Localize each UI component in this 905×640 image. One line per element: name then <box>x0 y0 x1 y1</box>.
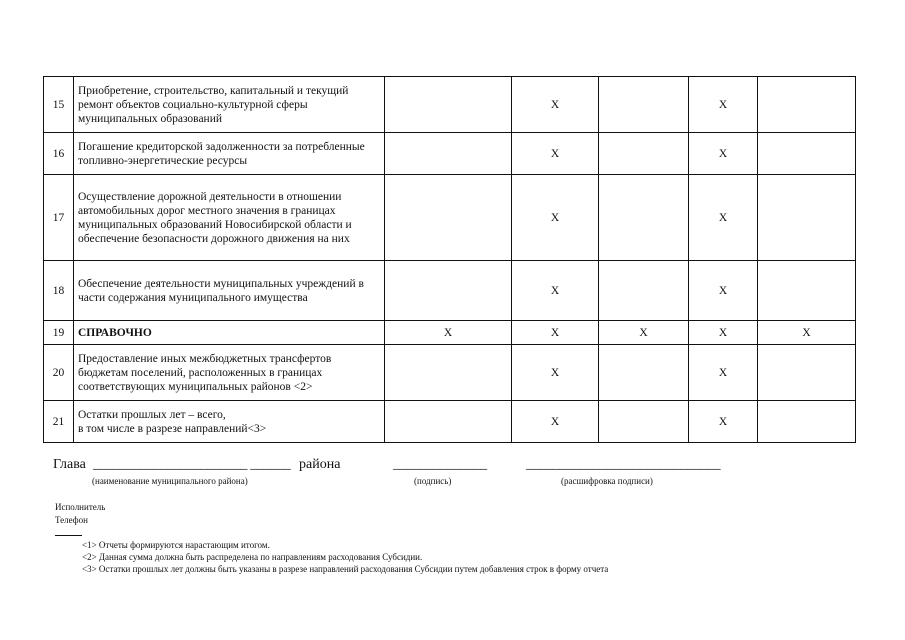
row-number: 20 <box>44 345 74 401</box>
footnote-3: <3> Остатки прошлых лет должны быть указаны в разрезе направлений расходования Субсидии путем добавления строк в форму отчета <box>82 564 609 574</box>
mark-cell <box>758 401 856 443</box>
table-row <box>44 133 856 175</box>
mark-cell: X <box>512 261 599 321</box>
mark-cell: X <box>758 321 856 345</box>
row-number: 15 <box>44 77 74 133</box>
row-description: Погашение кредиторской задолженности за потребленные топливно-энергетические ресурсы <box>74 133 385 175</box>
table-row <box>44 345 856 401</box>
row-description: Приобретение, строительство, капитальный и текущий ремонт объектов социально-культурной сферы муниципальных образований <box>74 77 385 133</box>
mark-cell: X <box>689 321 758 345</box>
mark-cell: X <box>512 133 599 175</box>
table-row <box>44 261 856 321</box>
mark-cell <box>385 175 512 261</box>
report-table <box>43 76 856 443</box>
table-row <box>44 175 856 261</box>
table-body <box>44 77 856 443</box>
caption-decode: (расшифровка подписи) <box>561 476 653 486</box>
mark-cell <box>758 261 856 321</box>
executor-label: Исполнитель <box>55 502 106 512</box>
mark-cell <box>385 77 512 133</box>
mark-cell: X <box>512 401 599 443</box>
rayona-label: района <box>299 457 341 472</box>
row-number: 17 <box>44 175 74 261</box>
mark-cell <box>758 133 856 175</box>
mark-cell: X <box>689 175 758 261</box>
mark-cell <box>599 77 689 133</box>
footnote-divider <box>55 535 82 536</box>
row-description: Предоставление иных межбюджетных трансфертов бюджетам поселений, расположенных в границах соответствующих муниципальных районов <2> <box>74 345 385 401</box>
table-row <box>44 77 856 133</box>
mark-cell <box>758 175 856 261</box>
mark-cell: X <box>512 175 599 261</box>
footnote-2: <2> Данная сумма должна быть распределена по направлениям расходования Субсидии. <box>82 552 423 562</box>
signature-blank: ______________ <box>393 457 487 472</box>
mark-cell <box>758 345 856 401</box>
phone-label: Телефон <box>55 515 88 525</box>
row-number: 21 <box>44 401 74 443</box>
mark-cell: X <box>689 133 758 175</box>
glava-label: Глава <box>53 457 86 472</box>
mark-cell <box>385 261 512 321</box>
row-description: Обеспечение деятельности муниципальных учреждений в части содержания муниципального имущества <box>74 261 385 321</box>
mark-cell <box>599 261 689 321</box>
mark-cell: X <box>512 77 599 133</box>
footnote-1: <1> Отчеты формируются нарастающим итогом. <box>82 540 270 550</box>
table-row <box>44 401 856 443</box>
row-number: 19 <box>44 321 74 345</box>
decode-blank: _____________________________ <box>526 457 721 472</box>
caption-district: (наименование муниципального района) <box>92 476 248 486</box>
mark-cell <box>385 133 512 175</box>
mark-cell <box>599 133 689 175</box>
row-description: СПРАВОЧНО <box>74 321 385 345</box>
mark-cell: X <box>689 401 758 443</box>
mark-cell <box>599 345 689 401</box>
mark-cell: X <box>512 321 599 345</box>
district-blank: _______________________ ______ <box>93 457 291 472</box>
row-description: Осуществление дорожной деятельности в отношении автомобильных дорог местного значения в границах муниципальных образований Новосибирской области и обеспечение безопасности дорожного движения на них <box>74 175 385 261</box>
table-row <box>44 321 856 345</box>
mark-cell <box>599 401 689 443</box>
mark-cell <box>385 345 512 401</box>
mark-cell: X <box>689 345 758 401</box>
mark-cell <box>758 77 856 133</box>
mark-cell <box>599 175 689 261</box>
mark-cell: X <box>385 321 512 345</box>
caption-signature: (подпись) <box>414 476 452 486</box>
mark-cell: X <box>512 345 599 401</box>
row-number: 16 <box>44 133 74 175</box>
mark-cell: X <box>599 321 689 345</box>
mark-cell: X <box>689 77 758 133</box>
mark-cell: X <box>689 261 758 321</box>
mark-cell <box>385 401 512 443</box>
row-description: Остатки прошлых лет – всего, в том числе в разрезе направлений<3> <box>74 401 385 443</box>
row-number: 18 <box>44 261 74 321</box>
